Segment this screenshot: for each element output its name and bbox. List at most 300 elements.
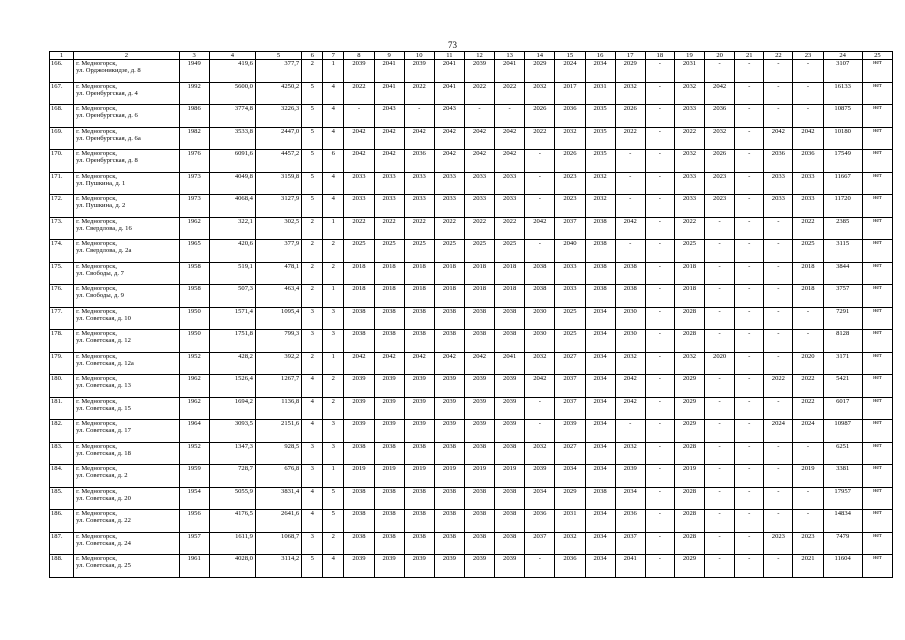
data-cell: 6: [323, 150, 344, 173]
data-cell: 1957: [179, 532, 209, 555]
data-cell: 2018: [793, 285, 823, 308]
data-cell: 11667: [823, 172, 862, 195]
address-cell: [74, 172, 180, 195]
data-cell: 2027: [555, 442, 585, 465]
data-cell: 2029: [615, 60, 645, 83]
data-cell: 1694,2: [209, 397, 255, 420]
data-cell: 2024: [764, 420, 793, 443]
address-city: г. Медногорск,: [76, 532, 118, 540]
data-cell: 2038: [434, 532, 464, 555]
data-cell: -: [645, 465, 674, 488]
data-cell: -: [735, 60, 764, 83]
data-cell: 2038: [464, 330, 494, 353]
data-cell: 2018: [464, 262, 494, 285]
address-street: ул. Пушкина, д. 2: [76, 202, 126, 210]
address-cell: [74, 262, 180, 285]
data-cell: 2041: [374, 82, 404, 105]
data-cell: 2042: [344, 352, 374, 375]
data-cell: 2038: [374, 487, 404, 510]
data-cell: 2038: [404, 532, 434, 555]
data-cell: 2039: [615, 465, 645, 488]
data-cell: 1: [323, 60, 344, 83]
address-street: ул. Советская, д. 17: [76, 427, 131, 435]
address-street: ул. Советская, д. 22: [76, 517, 131, 525]
data-cell: 2033: [495, 195, 525, 218]
table-row: [50, 487, 893, 510]
data-cell: 2022: [464, 82, 494, 105]
data-cell: -: [793, 487, 823, 510]
data-cell: 463,4: [255, 285, 301, 308]
table-row: [50, 307, 893, 330]
table-row: [50, 172, 893, 195]
table-row: [50, 420, 893, 443]
data-cell: 2042: [344, 127, 374, 150]
data-cell: 2039: [344, 420, 374, 443]
data-cell: -: [705, 465, 735, 488]
data-cell: 2038: [404, 330, 434, 353]
data-cell: 2038: [344, 307, 374, 330]
data-cell: 2039: [464, 555, 494, 578]
data-cell: 10180: [823, 127, 862, 150]
data-cell: 2033: [434, 195, 464, 218]
data-cell: 2021: [793, 555, 823, 578]
table-row: [50, 195, 893, 218]
data-cell: 2024: [555, 60, 585, 83]
data-cell: 2038: [344, 532, 374, 555]
address-city: г. Медногорск,: [76, 105, 118, 112]
address-street: ул. Орджоникидзе, д. 8: [76, 67, 141, 75]
data-cell: 2038: [464, 487, 494, 510]
data-cell: нет: [862, 375, 892, 398]
row-number-cell: 183.: [50, 442, 74, 465]
data-cell: 322,1: [209, 217, 255, 240]
page-number: 73: [448, 40, 457, 50]
data-cell: 2022: [525, 127, 555, 150]
row-number-cell: 174.: [50, 240, 74, 263]
address-city: г. Медногорск,: [76, 510, 118, 517]
data-cell: 1973: [179, 172, 209, 195]
data-cell: 4: [323, 82, 344, 105]
data-cell: 1964: [179, 420, 209, 443]
data-cell: 1571,4: [209, 307, 255, 330]
column-number-header: 25: [862, 52, 892, 60]
data-cell: 3171: [823, 352, 862, 375]
data-cell: -: [735, 375, 764, 398]
data-cell: 2028: [674, 532, 704, 555]
data-cell: -: [735, 262, 764, 285]
data-cell: -: [615, 420, 645, 443]
column-number-header: 11: [434, 52, 464, 60]
data-cell: 2018: [344, 285, 374, 308]
data-cell: нет: [862, 127, 892, 150]
data-cell: -: [764, 262, 793, 285]
data-cell: 4068,4: [209, 195, 255, 218]
data-cell: -: [735, 487, 764, 510]
data-cell: 2033: [674, 105, 704, 128]
data-cell: 2038: [344, 510, 374, 533]
data-cell: 2039: [555, 420, 585, 443]
data-cell: 2038: [344, 330, 374, 353]
data-cell: 2030: [615, 330, 645, 353]
data-cell: 17957: [823, 487, 862, 510]
data-cell: -: [735, 465, 764, 488]
row-number-cell: 176.: [50, 285, 74, 308]
data-cell: нет: [862, 195, 892, 218]
data-cell: 2037: [555, 397, 585, 420]
data-cell: 2032: [615, 442, 645, 465]
column-number-header: 12: [464, 52, 494, 60]
data-cell: 2042: [615, 375, 645, 398]
data-cell: -: [793, 60, 823, 83]
data-cell: 4: [323, 105, 344, 128]
data-cell: 1136,8: [255, 397, 301, 420]
data-cell: 7291: [823, 307, 862, 330]
table-row: [50, 82, 893, 105]
data-cell: -: [525, 172, 555, 195]
address-cell: [74, 217, 180, 240]
data-cell: -: [793, 82, 823, 105]
data-cell: 3127,9: [255, 195, 301, 218]
data-cell: 2033: [555, 285, 585, 308]
data-cell: 2042: [374, 352, 404, 375]
address-city: г. Медногорск,: [76, 352, 118, 360]
data-cell: -: [645, 352, 674, 375]
data-cell: 2019: [434, 465, 464, 488]
row-number-cell: 188.: [50, 555, 74, 578]
data-cell: -: [764, 555, 793, 578]
data-cell: 1956: [179, 510, 209, 533]
data-cell: 2039: [344, 375, 374, 398]
data-cell: 2029: [555, 487, 585, 510]
column-number-header: 8: [344, 52, 374, 60]
address-street: ул. Оренбургская, д. 6а: [76, 134, 141, 142]
data-cell: 4: [323, 555, 344, 578]
data-cell: нет: [862, 532, 892, 555]
data-cell: 2641,6: [255, 510, 301, 533]
data-cell: 3: [302, 442, 323, 465]
data-cell: 2042: [495, 127, 525, 150]
data-cell: 4: [302, 397, 323, 420]
data-cell: 2039: [344, 60, 374, 83]
data-cell: 2041: [495, 60, 525, 83]
data-cell: 11604: [823, 555, 862, 578]
address-city: г. Медногорск,: [76, 262, 118, 270]
data-cell: -: [764, 240, 793, 263]
table-row: [50, 352, 893, 375]
data-cell: 2034: [585, 442, 615, 465]
data-cell: 3533,8: [209, 127, 255, 150]
data-cell: -: [525, 420, 555, 443]
data-cell: 2019: [374, 465, 404, 488]
data-cell: 2039: [495, 375, 525, 398]
data-cell: 3: [302, 532, 323, 555]
column-number-header: 16: [585, 52, 615, 60]
address-city: г. Медногорск,: [76, 195, 118, 202]
data-cell: 4: [302, 375, 323, 398]
address-city: г. Медногорск,: [76, 217, 118, 225]
data-cell: -: [645, 217, 674, 240]
data-cell: -: [735, 105, 764, 128]
data-cell: 2041: [615, 555, 645, 578]
data-cell: 2033: [764, 172, 793, 195]
data-cell: 2032: [674, 352, 704, 375]
data-cell: 2018: [793, 262, 823, 285]
data-cell: 1952: [179, 352, 209, 375]
data-cell: 2018: [374, 262, 404, 285]
data-cell: -: [793, 510, 823, 533]
data-cell: 5: [323, 487, 344, 510]
row-number-cell: 170.: [50, 150, 74, 173]
data-cell: 2042: [374, 127, 404, 150]
data-cell: 2038: [585, 285, 615, 308]
data-cell: -: [705, 240, 735, 263]
data-cell: 2038: [585, 262, 615, 285]
data-cell: 1: [323, 217, 344, 240]
data-cell: 2022: [434, 217, 464, 240]
data-cell: 1962: [179, 217, 209, 240]
data-cell: -: [705, 285, 735, 308]
data-cell: 10987: [823, 420, 862, 443]
data-cell: -: [705, 442, 735, 465]
data-cell: 2031: [585, 82, 615, 105]
data-cell: 2020: [793, 352, 823, 375]
data-cell: 2039: [404, 420, 434, 443]
data-cell: 2039: [464, 60, 494, 83]
data-cell: 5: [302, 555, 323, 578]
row-number-cell: 173.: [50, 217, 74, 240]
row-number-cell: 172.: [50, 195, 74, 218]
data-cell: 2042: [374, 150, 404, 173]
data-cell: 2019: [404, 465, 434, 488]
data-cell: 2036: [525, 510, 555, 533]
data-cell: 2023: [705, 195, 735, 218]
data-cell: 2019: [495, 465, 525, 488]
data-cell: нет: [862, 510, 892, 533]
column-number-header: 1: [50, 52, 74, 60]
data-cell: 2022: [615, 127, 645, 150]
data-cell: 2042: [464, 127, 494, 150]
data-cell: -: [404, 105, 434, 128]
data-cell: 2: [302, 60, 323, 83]
data-cell: 2039: [434, 420, 464, 443]
data-cell: -: [705, 487, 735, 510]
data-cell: 2038: [344, 442, 374, 465]
data-cell: 4457,2: [255, 150, 301, 173]
data-cell: 11720: [823, 195, 862, 218]
data-cell: -: [735, 195, 764, 218]
data-cell: 2032: [585, 172, 615, 195]
data-cell: -: [764, 105, 793, 128]
data-cell: 676,8: [255, 465, 301, 488]
data-cell: 4: [323, 127, 344, 150]
data-cell: 2042: [793, 127, 823, 150]
data-cell: 4: [302, 420, 323, 443]
data-cell: -: [615, 195, 645, 218]
address-cell: [74, 105, 180, 128]
data-cell: 1958: [179, 285, 209, 308]
data-cell: 5600,0: [209, 82, 255, 105]
column-number-row: [50, 52, 893, 60]
data-cell: 2043: [374, 105, 404, 128]
data-cell: 1992: [179, 82, 209, 105]
data-cell: -: [645, 150, 674, 173]
data-cell: 519,1: [209, 262, 255, 285]
data-cell: нет: [862, 487, 892, 510]
data-cell: 419,6: [209, 60, 255, 83]
table-row: [50, 217, 893, 240]
column-number-header: 3: [179, 52, 209, 60]
data-cell: -: [705, 555, 735, 578]
data-cell: 6251: [823, 442, 862, 465]
data-cell: 2022: [793, 375, 823, 398]
data-cell: нет: [862, 240, 892, 263]
data-cell: 2025: [495, 240, 525, 263]
row-number-cell: 177.: [50, 307, 74, 330]
address-street: ул. Советская, д. 12а: [76, 359, 134, 367]
data-cell: 2032: [525, 82, 555, 105]
data-cell: 2041: [495, 352, 525, 375]
address-cell: [74, 487, 180, 510]
column-number-header: 7: [323, 52, 344, 60]
address-cell: [74, 397, 180, 420]
data-cell: -: [525, 150, 555, 173]
data-cell: 2042: [434, 127, 464, 150]
row-number-cell: 185.: [50, 487, 74, 510]
data-cell: 2039: [344, 397, 374, 420]
data-cell: 2028: [674, 330, 704, 353]
data-cell: 1973: [179, 195, 209, 218]
data-cell: -: [735, 510, 764, 533]
data-cell: -: [764, 307, 793, 330]
data-cell: -: [764, 352, 793, 375]
data-cell: -: [525, 240, 555, 263]
data-cell: 2022: [674, 217, 704, 240]
data-cell: 799,3: [255, 330, 301, 353]
data-cell: 2038: [434, 442, 464, 465]
address-street: ул. Оренбургская, д. 8: [76, 157, 138, 165]
data-cell: 420,6: [209, 240, 255, 263]
data-cell: 2022: [404, 82, 434, 105]
data-cell: 2038: [374, 510, 404, 533]
data-cell: 2023: [555, 195, 585, 218]
data-cell: -: [735, 127, 764, 150]
data-cell: 2042: [434, 352, 464, 375]
data-cell: нет: [862, 285, 892, 308]
data-cell: 2035: [585, 105, 615, 128]
table-row: [50, 262, 893, 285]
address-cell: [74, 285, 180, 308]
data-cell: 2026: [615, 105, 645, 128]
data-cell: 2042: [464, 150, 494, 173]
data-cell: нет: [862, 82, 892, 105]
row-number-cell: 166.: [50, 60, 74, 83]
data-cell: -: [764, 465, 793, 488]
data-cell: 2030: [525, 307, 555, 330]
address-cell: [74, 150, 180, 173]
data-cell: 2026: [705, 150, 735, 173]
data-cell: 2039: [374, 420, 404, 443]
data-cell: 2029: [674, 420, 704, 443]
data-cell: 2039: [464, 420, 494, 443]
data-cell: -: [705, 532, 735, 555]
data-cell: 2022: [793, 397, 823, 420]
data-cell: 2039: [495, 555, 525, 578]
data-cell: -: [645, 397, 674, 420]
data-cell: -: [525, 397, 555, 420]
data-cell: 2036: [555, 105, 585, 128]
data-cell: 2034: [585, 510, 615, 533]
data-cell: 4: [302, 487, 323, 510]
row-number-cell: 180.: [50, 375, 74, 398]
data-cell: -: [645, 195, 674, 218]
data-cell: 1952: [179, 442, 209, 465]
data-cell: нет: [862, 352, 892, 375]
data-cell: 2019: [674, 465, 704, 488]
data-cell: 2032: [555, 127, 585, 150]
data-cell: 2036: [764, 150, 793, 173]
table-row: [50, 465, 893, 488]
data-cell: 2028: [674, 510, 704, 533]
data-cell: 478,1: [255, 262, 301, 285]
data-cell: 7479: [823, 532, 862, 555]
data-cell: -: [705, 330, 735, 353]
data-cell: 17549: [823, 150, 862, 173]
data-cell: -: [495, 105, 525, 128]
data-cell: 2038: [344, 487, 374, 510]
address-city: г. Медногорск,: [76, 420, 118, 427]
data-cell: нет: [862, 60, 892, 83]
data-cell: -: [764, 60, 793, 83]
column-number-header: 2: [74, 52, 180, 60]
data-cell: -: [735, 285, 764, 308]
address-street: ул. Советская, д. 24: [76, 539, 131, 547]
data-cell: 728,7: [209, 465, 255, 488]
data-cell: 2028: [674, 307, 704, 330]
data-cell: 2042: [464, 352, 494, 375]
data-cell: 2038: [585, 487, 615, 510]
data-cell: 2041: [374, 60, 404, 83]
data-cell: 2025: [434, 240, 464, 263]
data-cell: 2: [323, 240, 344, 263]
data-cell: 2018: [674, 262, 704, 285]
data-cell: 2039: [404, 555, 434, 578]
data-cell: 2035: [585, 127, 615, 150]
data-cell: 2: [323, 397, 344, 420]
data-cell: 4250,2: [255, 82, 301, 105]
data-cell: 1950: [179, 330, 209, 353]
data-cell: -: [705, 262, 735, 285]
data-cell: 2038: [374, 442, 404, 465]
data-cell: 2041: [434, 60, 464, 83]
row-number-cell: 181.: [50, 397, 74, 420]
data-cell: 3159,8: [255, 172, 301, 195]
data-cell: 2038: [495, 487, 525, 510]
data-cell: 1962: [179, 397, 209, 420]
table-row: [50, 510, 893, 533]
data-cell: 2025: [793, 240, 823, 263]
data-cell: -: [615, 240, 645, 263]
data-cell: 2022: [793, 217, 823, 240]
data-cell: 4: [302, 510, 323, 533]
data-cell: 2031: [555, 510, 585, 533]
data-cell: -: [764, 487, 793, 510]
data-cell: 2042: [404, 352, 434, 375]
data-cell: 2020: [705, 352, 735, 375]
data-cell: 5421: [823, 375, 862, 398]
data-cell: 2447,0: [255, 127, 301, 150]
address-city: г. Медногорск,: [76, 555, 118, 562]
data-cell: 5: [302, 82, 323, 105]
